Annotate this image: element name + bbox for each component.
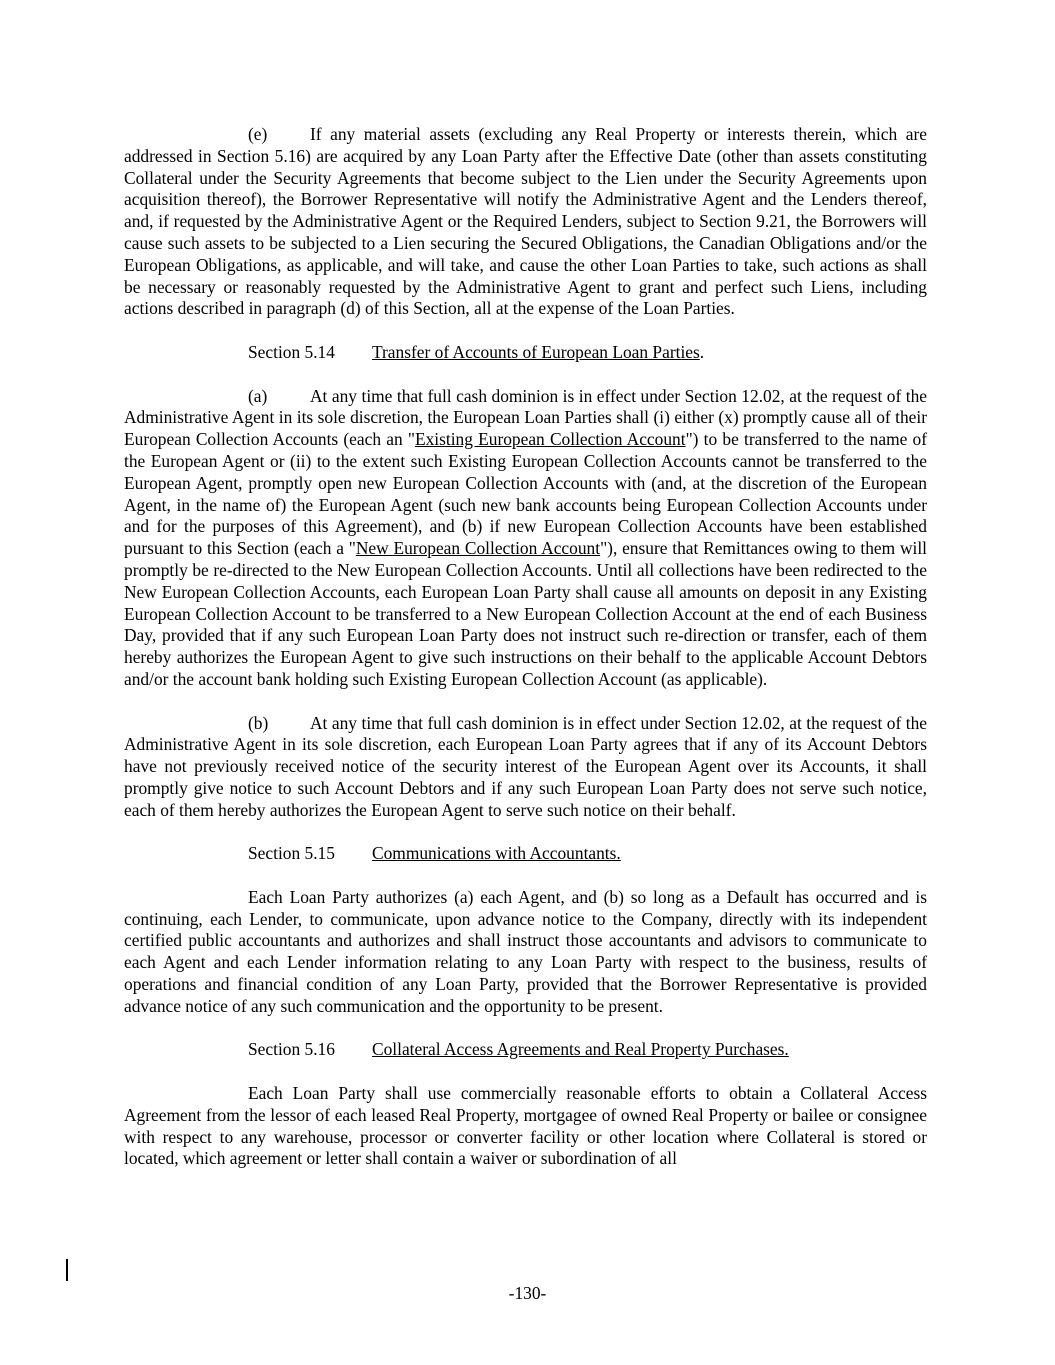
paragraph-5-14-a: [124, 386, 927, 691]
paragraph-label: (a): [248, 385, 268, 406]
paragraph-text: At any time that full cash dominion is in effect under Section 12.02, at the request of the Administrative Agent in its sole discretion, each European Loan Party agrees that if any of its Account Debtors have not previously received notice of the security interest of the European Agent over its Accounts, it shall promptly give notice to such Account Debtors and if any such European Loan Party does not serve such notice, each of them hereby authorizes the European Agent to serve such notice on their behalf.: [124, 712, 927, 820]
section-title: Communications with Accountants.: [372, 843, 621, 864]
paragraph-text: ") to be transferred to the name of the European Agent or (ii) to the extent such Existing European Collection Accounts cannot be transferred to the European Agent, promptly open new European Collection Accounts with (and, at the discretion of the European Agent, in the name of) the European Agent (such new bank accounts being European Collection Accounts under and for the purposes of this Agreement), and (b) if new European Collection Accounts have been established pursuant to this Section (each a ": [124, 429, 928, 559]
section-title-suffix: .: [699, 341, 705, 362]
paragraph-5-16: [124, 1083, 927, 1170]
section-heading-5-15: [124, 843, 927, 865]
paragraph-text: At any time that full cash dominion is in effect under Section 12.02, at the request of the Administrative Agent in its sole discretion, the European Loan Parties shall (i) either (x) promptly cause all of their European Collection Accounts (each an ": [124, 385, 927, 450]
paragraph-text: Each Loan Party shall use commercially reasonable efforts to obtain a Collateral Access Agreement from the lessor of each leased Real Property, mortgagee of owned Real Property or bailee or consignee with respect to any warehouse, processor or converter facility or other location where Collateral is stored or located, which agreement or letter shall contain a waiver or subordination of all: [124, 1083, 927, 1169]
margin-change-bar: [66, 1259, 68, 1281]
defined-term: New European Collection Account: [355, 538, 601, 559]
paragraph-5-14-b: [124, 713, 927, 822]
section-heading-5-14: [124, 342, 927, 364]
section-number: Section 5.14: [248, 341, 335, 362]
paragraph-label: (b): [248, 712, 269, 733]
section-title: Transfer of Accounts of European Loan Parties: [372, 341, 700, 362]
paragraph-text: "), ensure that Remittances owing to them will promptly be re-directed to the New European Collection Accounts. Until all collections have been redirected to the New European Collection Accounts, each European Loan Party shall cause all amounts on deposit in any Existing European Collection Account to be transferred to a New European Collection Account at the end of each Business Day, provided that if any such European Loan Party does not instruct such re-direction or transfer, each of them hereby authorizes the European Agent to give such instructions on their behalf to the applicable Account Debtors and/or the account bank holding such Existing European Collection Account (as applicable).: [124, 538, 927, 689]
paragraph-text: If any material assets (excluding any Real Property or interests therein, which are addressed in Section 5.16) are acquired by any Loan Party after the Effective Date (other than assets constituting Collateral under the Security Agreements that become subject to the Lien under the Security Agreements upon acquisition thereof), the Borrower Representative will notify the Administrative Agent and the Lenders thereof, and, if requested by the Administrative Agent or the Required Lenders, subject to Section 9.21, the Borrowers will cause such assets to be subjected to a Lien securing the Secured Obligations, the Canadian Obligations and/or the European Obligations, as applicable, and will take, and cause the other Loan Parties to take, such actions as shall be necessary or reasonably requested by the Administrative Agent to grant and perfect such Liens, including actions described in paragraph (d) of this Section, all at the expense of the Loan Parties.: [124, 124, 927, 319]
section-number: Section 5.16: [248, 1039, 335, 1060]
paragraph-5-15: [124, 887, 927, 1018]
page-number: -130-: [508, 1283, 547, 1303]
document-page: [124, 124, 927, 1170]
section-title: Collateral Access Agreements and Real Property Purchases.: [372, 1039, 789, 1060]
paragraph-e: [124, 124, 927, 320]
section-number: Section 5.15: [248, 843, 335, 864]
defined-term: Existing European Collection Account: [414, 429, 686, 450]
section-heading-5-16: [124, 1039, 927, 1061]
paragraph-label: (e): [248, 124, 268, 144]
paragraph-text: Each Loan Party authorizes (a) each Agent, and (b) so long as a Default has occurred and is continuing, each Lender, to communicate, upon advance notice to the Company, directly with its independent certified public accountants and authorizes and shall instruct those accountants and advisors to communicate to each Agent and each Lender information relating to any Loan Party with respect to the business, results of operations and financial condition of any Loan Party, provided that the Borrower Representative is provided advance notice of any such communication and the opportunity to be present.: [124, 886, 927, 1016]
